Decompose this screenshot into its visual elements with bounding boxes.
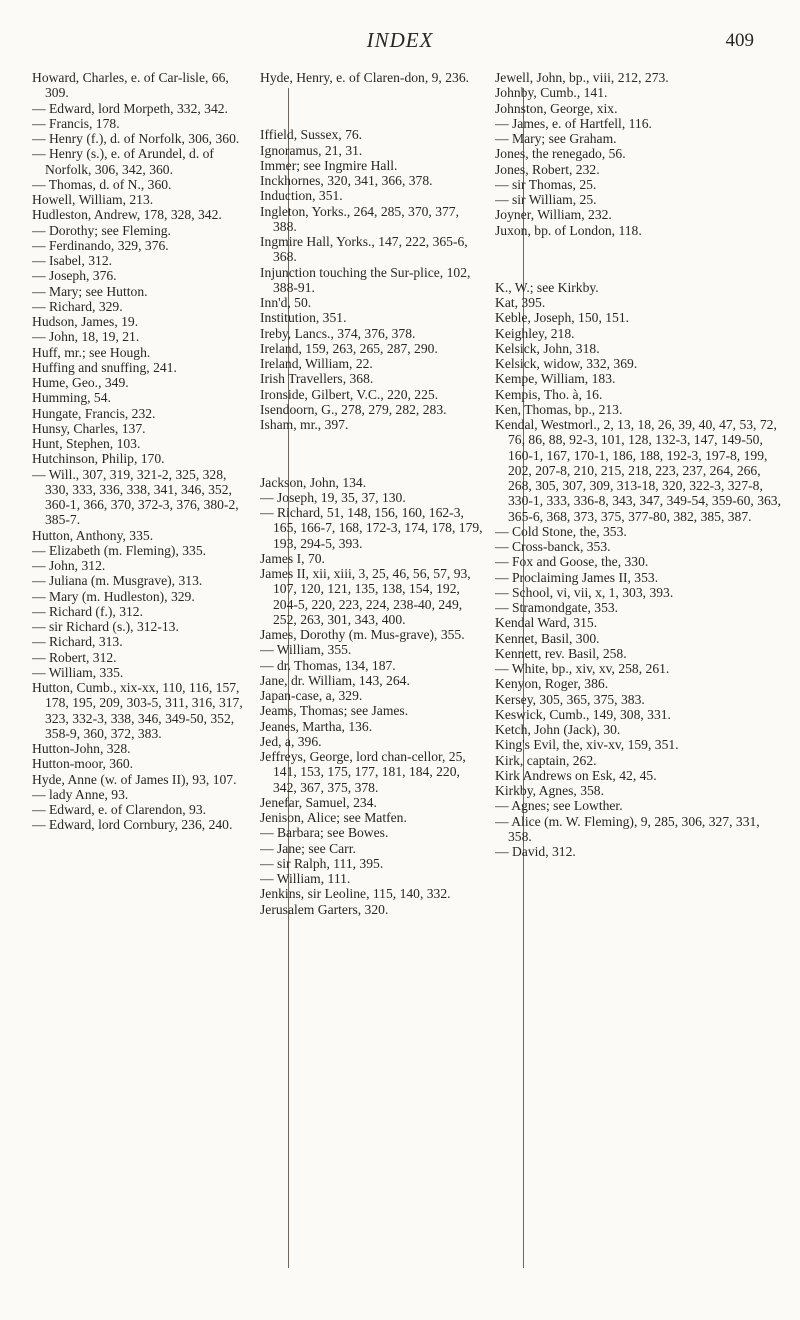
index-entry: Howard, Charles, e. of Car-lisle, 66, 309.: [32, 70, 229, 101]
index-entry: Kirk, captain, 262.: [495, 752, 597, 768]
index-entry: — Joseph, 19, 35, 37, 130.: [260, 489, 406, 505]
index-entry: — dr. Thomas, 134, 187.: [260, 657, 396, 673]
section-gap: [260, 446, 485, 461]
index-entry: — Richard, 313.: [32, 634, 123, 650]
index-entry: — Mary; see Graham.: [495, 131, 617, 146]
index-entry: Hutton-moor, 360.: [32, 756, 134, 772]
index-entry: — Proclaiming James II, 353.: [495, 569, 659, 585]
index-entry: — Stramondgate, 353.: [495, 600, 619, 616]
index-entry: Kenyon, Roger, 386.: [495, 676, 609, 692]
index-entry: — White, bp., xiv, xv, 258, 261.: [495, 661, 670, 677]
index-entry: — sir William, 25.: [495, 192, 597, 207]
index-entry: Keswick, Cumb., 149, 308, 331.: [495, 706, 671, 722]
index-entry: Howell, William, 213.: [32, 192, 154, 207]
index-entry: Jones, the renegado, 56.: [495, 146, 626, 162]
index-entry: Huffing and snuffing, 241.: [32, 359, 177, 375]
index-columns: [32, 70, 782, 1280]
index-entry: Ingleton, Yorks., 264, 285, 370, 377, 388.: [260, 203, 460, 234]
section-gap: [260, 99, 485, 114]
index-entry: Isendoorn, G., 278, 279, 282, 283.: [260, 401, 447, 417]
index-entry: Kempis, Tho. à, 16.: [495, 386, 603, 402]
index-entry: Ireland, William, 22.: [260, 356, 373, 372]
index-entry: — Will., 307, 319, 321-2, 325, 328, 330, 333, 336, 338, 341, 346, 352, 360-1, 366, 370, 372-3, 376, 380-2, 385-7.: [32, 466, 239, 528]
index-entry: Hutton, Cumb., xix-xx, 110, 116, 157, 178, 195, 209, 303-5, 311, 316, 317, 323, 332-3, 338, 346, 349-50, 352, 358-9, 360, 372, 383.: [32, 680, 243, 741]
index-entry: Jerusalem Garters, 320.: [260, 901, 389, 917]
index-entry: Ken, Thomas, bp., 213.: [495, 401, 623, 417]
index-entry: — William, 111.: [260, 871, 351, 887]
index-entry: Hyde, Anne (w. of James II), 93, 107.: [32, 771, 237, 787]
index-entry: — Cold Stone, the, 353.: [495, 523, 627, 539]
index-entry: K., W.; see Kirkby.: [495, 279, 599, 295]
section-gap: [495, 251, 783, 266]
index-entry: Humming, 54.: [32, 390, 111, 406]
index-entry: — Ferdinando, 329, 376.: [32, 237, 169, 253]
index-entry: Injunction touching the Sur-plice, 102, 388-91.: [260, 264, 471, 295]
index-entry: — Alice (m. W. Fleming), 9, 285, 306, 327, 331, 358.: [495, 813, 760, 844]
index-entry: — School, vi, vii, x, 1, 303, 393.: [495, 584, 674, 600]
index-entry: Ingmire Hall, Yorks., 147, 222, 365-6, 368.: [260, 234, 468, 265]
index-entry: Johnby, Cumb., 141.: [495, 85, 608, 101]
index-entry: — Jane; see Carr.: [260, 840, 356, 856]
index-entry: Immer; see Ingmire Hall.: [260, 157, 398, 173]
index-entry: — Fox and Goose, the, 330.: [495, 554, 649, 570]
index-column-1: [32, 70, 250, 1280]
index-entry: Institution, 351.: [260, 310, 347, 326]
index-entry: — James, e. of Hartfell, 116.: [495, 115, 652, 131]
index-entry: Irish Travellers, 368.: [260, 371, 374, 387]
index-entry: — Edward, lord Cornbury, 236, 240.: [32, 817, 233, 833]
index-entry: — Francis, 178.: [32, 115, 120, 131]
index-entry: Induction, 351.: [260, 188, 343, 204]
index-entry: — Richard (f.), 312.: [32, 603, 143, 619]
index-entry: Juxon, bp. of London, 118.: [495, 222, 642, 238]
index-entry: Kendal, Westmorl., 2, 13, 18, 26, 39, 40, 47, 53, 72, 76, 86, 88, 92-3, 101, 128, 132-3, 147, 149-50, 160-1, 167, 170-1, 186, 188, 192-3, 197-8, 199, 202, 207-8, 210, 215, 218, 223, 237, 264, 266, 268, 305, 307, 309, 313-18, 320, 322-3, 327-8, 330-1, 333, 336-8, 343, 347, 349-54, 359-60, 363, 365-6, 368, 373, 375, 377-80, 382, 385, 387.: [495, 417, 781, 524]
index-entry: Joyner, William, 232.: [495, 207, 612, 223]
index-entry: — Richard, 51, 148, 156, 160, 162-3, 165, 166-7, 168, 172-3, 174, 178, 179, 193, 294-5, 393.: [260, 505, 483, 551]
index-entry: — Robert, 312.: [32, 649, 117, 665]
index-entry: Keighley, 218.: [495, 325, 575, 341]
index-entry: — Edward, lord Morpeth, 332, 342.: [32, 100, 228, 116]
index-column-3: [495, 70, 783, 1280]
index-entry: Jeanes, Martha, 136.: [260, 718, 373, 734]
index-entry: Japan-case, a, 329.: [260, 688, 363, 704]
index-entry: Hutton, Anthony, 335.: [32, 527, 154, 543]
index-entry: Ironside, Gilbert, V.C., 220, 225.: [260, 386, 439, 402]
index-entry: Ketch, John (Jack), 30.: [495, 722, 621, 738]
index-entry: — John, 312.: [32, 558, 106, 573]
index-entry: — Isabel, 312.: [32, 253, 113, 268]
index-entry: Jackson, John, 134.: [260, 474, 367, 490]
index-entry: — William, 355.: [260, 642, 352, 658]
index-entry: Johnston, George, xix.: [495, 100, 618, 116]
index-entry: — Mary (m. Hudleston), 329.: [32, 588, 195, 604]
index-entry: — sir Thomas, 25.: [495, 176, 597, 192]
index-entry: Ireby, Lancs., 374, 376, 378.: [260, 325, 416, 341]
index-entry: Keble, Joseph, 150, 151.: [495, 310, 630, 326]
index-entry: — John, 18, 19, 21.: [32, 329, 140, 345]
index-entry: Kennet, Basil, 300.: [495, 630, 600, 646]
index-entry: — Edward, e. of Clarendon, 93.: [32, 802, 207, 817]
page-number: 409: [725, 30, 754, 51]
index-entry: — Dorothy; see Fleming.: [32, 222, 171, 238]
index-entry: James, Dorothy (m. Mus-grave), 355.: [260, 627, 465, 643]
index-entry: James II, xii, xiii, 3, 25, 46, 56, 57, 93, 107, 120, 121, 135, 138, 154, 192, 204-5, 220, 223, 224, 238-40, 249, 252, 263, 301, 343, 400.: [260, 566, 471, 627]
index-entry: Jed, a, 396.: [260, 733, 322, 749]
index-entry: — Cross-banck, 353.: [495, 539, 611, 555]
index-entry: Jeams, Thomas; see James.: [260, 703, 409, 719]
index-column-2: [260, 70, 485, 1280]
index-entry: Hume, Geo., 349.: [32, 375, 129, 390]
index-entry: Kersey, 305, 365, 375, 383.: [495, 691, 645, 707]
index-entry: — Barbara; see Bowes.: [260, 825, 389, 841]
index-entry: Kirk Andrews on Esk, 42, 45.: [495, 767, 657, 783]
index-entry: Hunt, Stephen, 103.: [32, 436, 141, 451]
index-entry: Hunsy, Charles, 137.: [32, 420, 146, 436]
index-entry: — Elizabeth (m. Fleming), 335.: [32, 542, 207, 558]
index-entry: Jones, Robert, 232.: [495, 161, 600, 177]
index-entry: — Joseph, 376.: [32, 268, 117, 284]
index-entry: Hudson, James, 19.: [32, 314, 139, 329]
index-entry: Inckhornes, 320, 341, 366, 378.: [260, 173, 433, 189]
index-entry: Kendal Ward, 315.: [495, 615, 598, 631]
index-entry: Kelsick, widow, 332, 369.: [495, 356, 638, 372]
index-entry: Hutton-John, 328.: [32, 741, 131, 756]
index-entry: Kelsick, John, 318.: [495, 340, 600, 356]
running-title: INDEX: [366, 28, 434, 52]
running-head: [0, 28, 800, 58]
index-entry: — sir Richard (s.), 312-13.: [32, 619, 179, 634]
index-entry: Jane, dr. William, 143, 264.: [260, 672, 410, 688]
index-entry: Kennett, rev. Basil, 258.: [495, 645, 627, 661]
index-entry: Kat, 395.: [495, 295, 546, 311]
index-entry: James I, 70.: [260, 550, 325, 566]
index-entry: — Henry (f.), d. of Norfolk, 306, 360.: [32, 131, 240, 146]
index-entry: Huff, mr.; see Hough.: [32, 344, 151, 360]
index-entry: — William, 335.: [32, 664, 124, 680]
index-entry: — Henry (s.), e. of Arundel, d. of Norfolk, 306, 342, 360.: [32, 146, 214, 177]
index-entry: — Juliana (m. Musgrave), 313.: [32, 573, 203, 589]
index-entry: Ireland, 159, 263, 265, 287, 290.: [260, 340, 438, 356]
index-entry: — Agnes; see Lowther.: [495, 798, 623, 814]
index-entry: — Richard, 329.: [32, 298, 123, 314]
index-entry: Jewell, John, bp., viii, 212, 273.: [495, 70, 669, 85]
index-entry: Isham, mr., 397.: [260, 417, 349, 433]
index-entry: Inn'd, 50.: [260, 295, 312, 311]
index-entry: Jenkins, sir Leoline, 115, 140, 332.: [260, 886, 451, 902]
index-entry: Kirkby, Agnes, 358.: [495, 783, 604, 799]
index-entry: — lady Anne, 93.: [32, 786, 129, 802]
index-entry: — David, 312.: [495, 844, 576, 860]
index-entry: Hyde, Henry, e. of Claren-don, 9, 236.: [260, 70, 470, 85]
index-entry: Iffield, Sussex, 76.: [260, 127, 363, 143]
index-entry: Jeffreys, George, lord chan-cellor, 25, 141, 153, 175, 177, 181, 184, 220, 342, 367, 375, 378.: [260, 749, 466, 795]
index-entry: Jenison, Alice; see Matfen.: [260, 810, 407, 826]
index-entry: — sir Ralph, 111, 395.: [260, 855, 384, 871]
index-entry: — Mary; see Hutton.: [32, 283, 148, 299]
index-entry: Jenefar, Samuel, 234.: [260, 794, 377, 810]
index-entry: — Thomas, d. of N., 360.: [32, 176, 172, 192]
index-entry: Hungate, Francis, 232.: [32, 405, 156, 421]
index-entry: Ignoramus, 21, 31.: [260, 142, 363, 158]
index-entry: Hudleston, Andrew, 178, 328, 342.: [32, 207, 222, 223]
index-entry: Hutchinson, Philip, 170.: [32, 451, 165, 467]
index-entry: King's Evil, the, xiv-xv, 159, 351.: [495, 737, 679, 753]
index-entry: Kempe, William, 183.: [495, 371, 616, 387]
